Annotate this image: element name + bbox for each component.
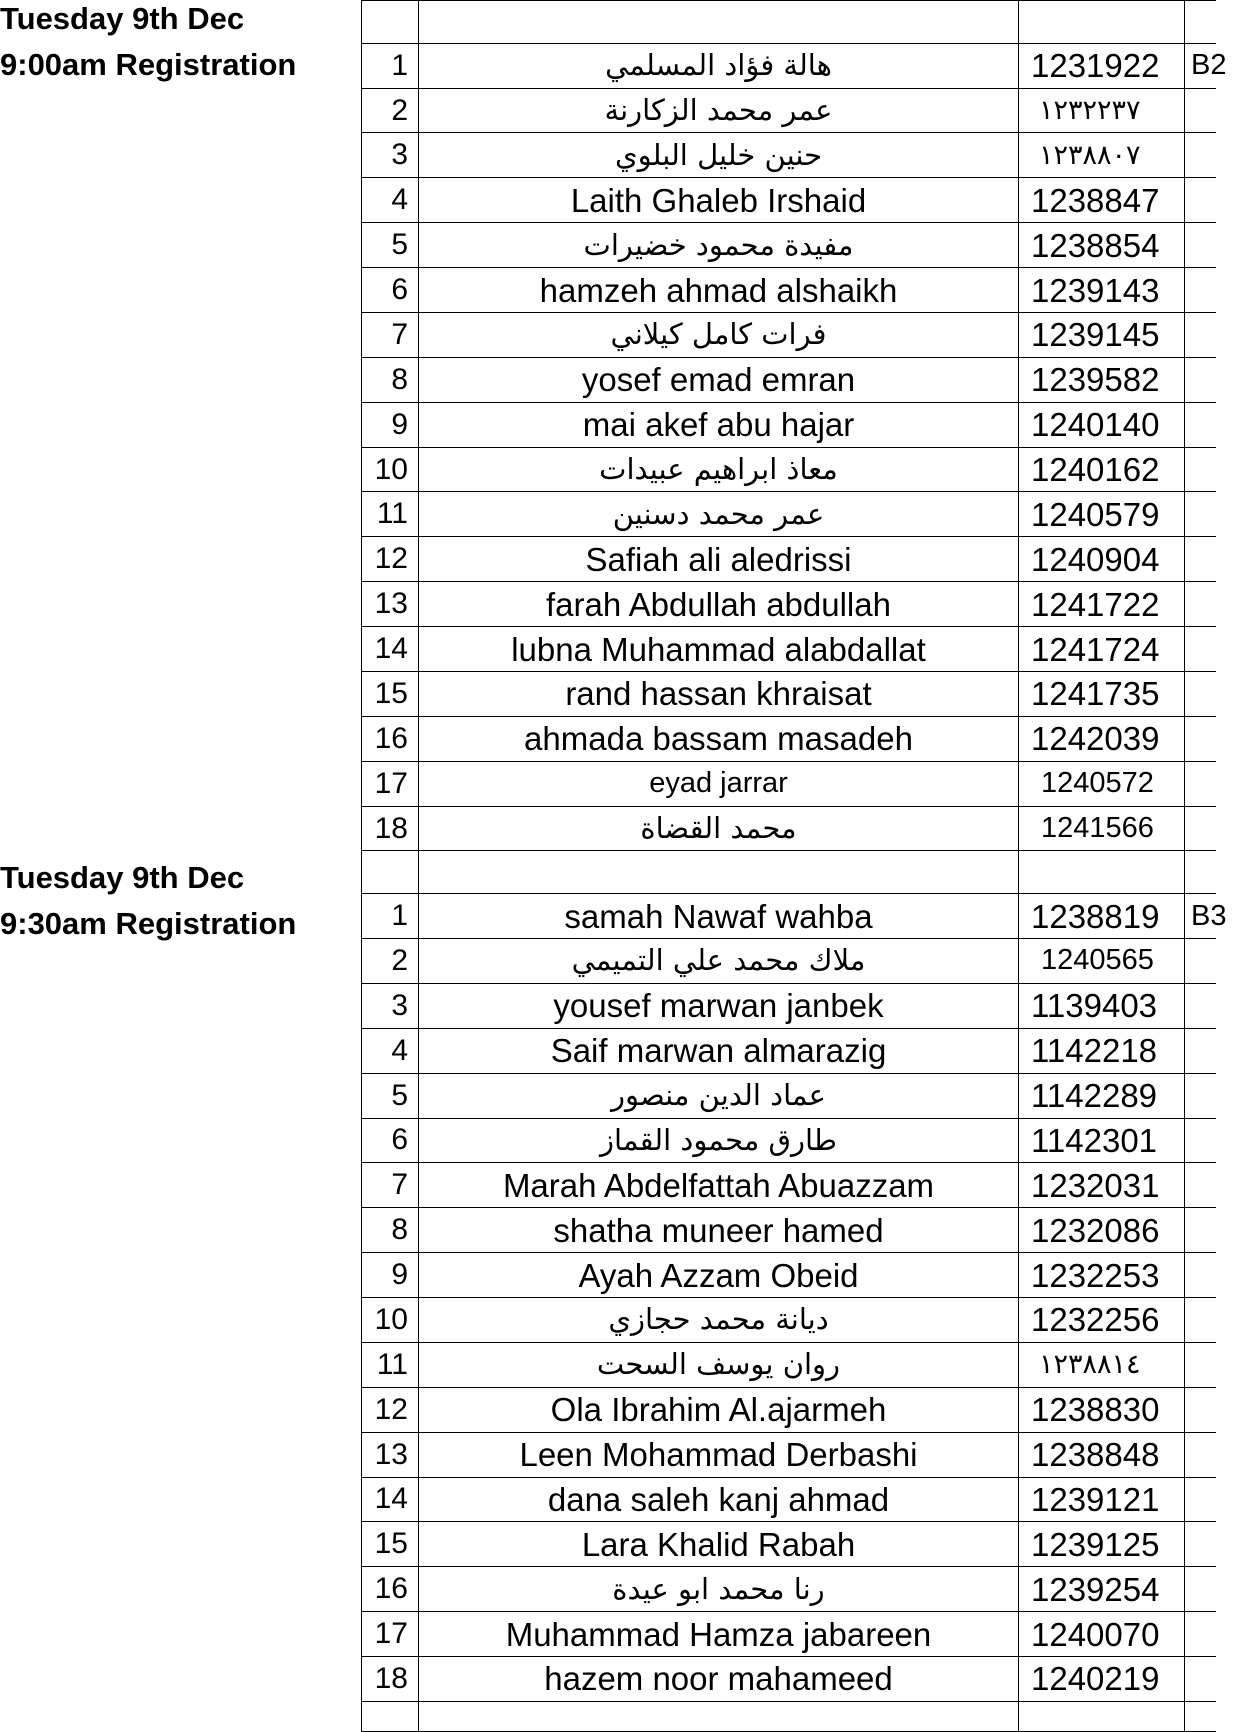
row-number: 10 (362, 447, 419, 492)
empty-cell (1185, 1342, 1216, 1387)
table-row (362, 1342, 1216, 1387)
empty-cell (419, 1701, 1019, 1731)
empty-cell (1185, 582, 1216, 627)
student-name: روان يوسف السحت (419, 1342, 1019, 1387)
row-number: 4 (362, 1028, 419, 1073)
empty-cell (1185, 671, 1216, 716)
empty-cell (1185, 1657, 1216, 1702)
empty-cell (1019, 851, 1185, 894)
empty-cell (362, 851, 419, 894)
empty-cell (1185, 492, 1216, 537)
row-number: 17 (362, 761, 419, 806)
student-id: 1239143 (1019, 268, 1185, 313)
empty-cell (362, 1, 419, 44)
row-number: 11 (362, 492, 419, 537)
student-id: 1232031 (1019, 1163, 1185, 1208)
table-row (362, 894, 1216, 939)
student-id: 1239121 (1019, 1477, 1185, 1522)
student-id: 1232253 (1019, 1253, 1185, 1298)
row-number: 13 (362, 582, 419, 627)
row-number: 3 (362, 983, 419, 1028)
spacer-row (362, 1, 1216, 44)
empty-cell (1185, 537, 1216, 582)
student-id: 1240904 (1019, 537, 1185, 582)
empty-cell (1185, 1387, 1216, 1432)
empty-cell (1185, 1118, 1216, 1163)
student-id: 1238830 (1019, 1387, 1185, 1432)
row-number: 16 (362, 1567, 419, 1612)
empty-cell (1185, 1522, 1216, 1567)
table-row (362, 88, 1216, 133)
student-name: ديانة محمد حجازي (419, 1298, 1019, 1343)
row-number: 12 (362, 537, 419, 582)
row-number: 18 (362, 1657, 419, 1702)
empty-cell (1185, 939, 1216, 984)
empty-cell (1185, 133, 1216, 178)
table-row (362, 983, 1216, 1028)
table-row (362, 939, 1216, 984)
student-name: Ola Ibrahim Al.ajarmeh (419, 1387, 1019, 1432)
table-row (362, 582, 1216, 627)
student-name: Lara Khalid Rabah (419, 1522, 1019, 1567)
table-row (362, 357, 1216, 402)
row-number: 9 (362, 1253, 419, 1298)
empty-cell (1185, 1298, 1216, 1343)
student-name: eyad jarrar (419, 761, 1019, 806)
table-row (362, 806, 1216, 851)
student-id: 1142218 (1019, 1028, 1185, 1073)
empty-cell (1185, 88, 1216, 133)
student-id: 1238819 (1019, 894, 1185, 939)
student-id: ١٢٣٨٨١٤ (1019, 1342, 1185, 1387)
spacer-row (362, 851, 1216, 894)
student-name: mai akef abu hajar (419, 402, 1019, 447)
row-number: 8 (362, 1208, 419, 1253)
row-number: 2 (362, 88, 419, 133)
table-row (362, 223, 1216, 268)
empty-cell (1185, 1612, 1216, 1657)
empty-cell (419, 851, 1019, 894)
empty-cell (1185, 983, 1216, 1028)
empty-cell (1185, 178, 1216, 223)
student-id: 1241566 (1019, 806, 1185, 851)
table-row (362, 1208, 1216, 1253)
row-number: 13 (362, 1432, 419, 1477)
student-name: هالة فؤاد المسلمي (419, 43, 1019, 88)
student-name: Muhammad Hamza jabareen (419, 1612, 1019, 1657)
empty-cell (1185, 447, 1216, 492)
row-number: 14 (362, 1477, 419, 1522)
table-row (362, 43, 1216, 88)
row-number: 6 (362, 268, 419, 313)
student-id: 1231922 (1019, 43, 1185, 88)
row-number: 15 (362, 671, 419, 716)
student-id: 1239145 (1019, 312, 1185, 357)
student-name: مفيدة محمود خضيرات (419, 223, 1019, 268)
student-id: ١٢٣٢٢٣٧ (1019, 88, 1185, 133)
student-id: 1240162 (1019, 447, 1185, 492)
empty-cell (1185, 761, 1216, 806)
student-id: 1240140 (1019, 402, 1185, 447)
table-row (362, 627, 1216, 672)
empty-cell (1185, 1073, 1216, 1118)
student-name: Laith Ghaleb Irshaid (419, 178, 1019, 223)
table-row (362, 492, 1216, 537)
student-id: 1241724 (1019, 627, 1185, 672)
row-number: 5 (362, 1073, 419, 1118)
session-2-heading-date: Tuesday 9th Dec (0, 860, 245, 895)
table-row (362, 1522, 1216, 1567)
student-name: Leen Mohammad Derbashi (419, 1432, 1019, 1477)
empty-cell (1185, 1567, 1216, 1612)
empty-cell (1185, 1208, 1216, 1253)
empty-cell (1185, 806, 1216, 851)
row-number: 17 (362, 1612, 419, 1657)
table-row (362, 1298, 1216, 1343)
empty-cell (1185, 716, 1216, 761)
table-row (362, 1567, 1216, 1612)
session-2-heading-time: 9:30am Registration (0, 906, 297, 941)
session-1-heading-date: Tuesday 9th Dec (0, 1, 245, 36)
room-label: B2 (1185, 43, 1216, 88)
student-name: yosef emad emran (419, 357, 1019, 402)
row-number: 9 (362, 402, 419, 447)
empty-cell (1185, 1, 1216, 44)
student-name: عمر محمد الزكارنة (419, 88, 1019, 133)
empty-cell (1185, 1701, 1216, 1731)
row-number: 6 (362, 1118, 419, 1163)
table-row (362, 1073, 1216, 1118)
student-name: Saif marwan almarazig (419, 1028, 1019, 1073)
student-id: 1240219 (1019, 1657, 1185, 1702)
row-number: 15 (362, 1522, 419, 1567)
student-name: معاذ ابراهيم عبيدات (419, 447, 1019, 492)
row-number: 8 (362, 357, 419, 402)
empty-cell (1185, 1477, 1216, 1522)
empty-cell (1185, 223, 1216, 268)
table-row (362, 716, 1216, 761)
student-name: ahmada bassam masadeh (419, 716, 1019, 761)
empty-cell (1185, 357, 1216, 402)
table-row (362, 1612, 1216, 1657)
empty-cell (1185, 1163, 1216, 1208)
student-name: Marah Abdelfattah Abuazzam (419, 1163, 1019, 1208)
student-name: hamzeh ahmad alshaikh (419, 268, 1019, 313)
row-number: 12 (362, 1387, 419, 1432)
student-name: عمر محمد دسنين (419, 492, 1019, 537)
student-name: فرات كامل كيلاني (419, 312, 1019, 357)
student-id: 1239125 (1019, 1522, 1185, 1567)
student-name: farah Abdullah abdullah (419, 582, 1019, 627)
room-label: B3 (1185, 894, 1216, 939)
table-row (362, 1432, 1216, 1477)
student-name: محمد القضاة (419, 806, 1019, 851)
row-number: 7 (362, 1163, 419, 1208)
table-row (362, 761, 1216, 806)
student-name: عماد الدين منصور (419, 1073, 1019, 1118)
student-name: lubna Muhammad alabdallat (419, 627, 1019, 672)
student-id: 1142289 (1019, 1073, 1185, 1118)
student-name: samah Nawaf wahba (419, 894, 1019, 939)
student-id: 1232086 (1019, 1208, 1185, 1253)
empty-cell (1185, 312, 1216, 357)
row-number: 10 (362, 1298, 419, 1343)
empty-cell (419, 1, 1019, 44)
student-name: rand hassan khraisat (419, 671, 1019, 716)
row-number: 16 (362, 716, 419, 761)
student-id: 1238854 (1019, 223, 1185, 268)
student-name: shatha muneer hamed (419, 1208, 1019, 1253)
student-id: 1240572 (1019, 761, 1185, 806)
empty-cell (1185, 627, 1216, 672)
student-id: 1238847 (1019, 178, 1185, 223)
row-number: 11 (362, 1342, 419, 1387)
student-name: Ayah Azzam Obeid (419, 1253, 1019, 1298)
student-name: رنا محمد ابو عيدة (419, 1567, 1019, 1612)
student-id: 1239582 (1019, 357, 1185, 402)
student-name: yousef marwan janbek (419, 983, 1019, 1028)
row-number: 1 (362, 894, 419, 939)
table-row (362, 1028, 1216, 1073)
spacer-row (362, 1701, 1216, 1731)
row-number: 1 (362, 43, 419, 88)
table-row (362, 312, 1216, 357)
table-row (362, 268, 1216, 313)
student-id: ١٢٣٨٨٠٧ (1019, 133, 1185, 178)
empty-cell (1185, 1028, 1216, 1073)
table-row (362, 133, 1216, 178)
student-id: 1232256 (1019, 1298, 1185, 1343)
empty-cell (1185, 851, 1216, 894)
session-1-heading-time: 9:00am Registration (0, 47, 297, 82)
student-name: hazem noor mahameed (419, 1657, 1019, 1702)
table-row (362, 1118, 1216, 1163)
table-row (362, 1477, 1216, 1522)
table-row (362, 447, 1216, 492)
row-number: 5 (362, 223, 419, 268)
student-id: 1238848 (1019, 1432, 1185, 1477)
empty-cell (1185, 1432, 1216, 1477)
row-number: 3 (362, 133, 419, 178)
row-number: 18 (362, 806, 419, 851)
empty-cell (1019, 1, 1185, 44)
student-id: 1241722 (1019, 582, 1185, 627)
student-name: طارق محمود القماز (419, 1118, 1019, 1163)
row-number: 14 (362, 627, 419, 672)
registration-sheet-body (362, 1, 1227, 1732)
student-name: ملاك محمد علي التميمي (419, 939, 1019, 984)
row-number: 2 (362, 939, 419, 984)
student-id: 1142301 (1019, 1118, 1185, 1163)
student-id: 1240070 (1019, 1612, 1185, 1657)
row-number: 7 (362, 312, 419, 357)
table-row (362, 537, 1216, 582)
student-id: 1242039 (1019, 716, 1185, 761)
student-id: 1240579 (1019, 492, 1185, 537)
student-id: 1241735 (1019, 671, 1185, 716)
student-name: Safiah ali aledrissi (419, 537, 1019, 582)
table-row (362, 1253, 1216, 1298)
row-number: 4 (362, 178, 419, 223)
table-row (362, 1163, 1216, 1208)
table-row (362, 402, 1216, 447)
empty-cell (1185, 402, 1216, 447)
registration-sheet (361, 0, 1227, 1732)
empty-cell (1019, 1701, 1185, 1731)
student-id: 1239254 (1019, 1567, 1185, 1612)
student-id: 1240565 (1019, 939, 1185, 984)
table-row (362, 1387, 1216, 1432)
student-name: حنين خليل البلوي (419, 133, 1019, 178)
empty-cell (1185, 1253, 1216, 1298)
table-row (362, 178, 1216, 223)
student-name: dana saleh kanj ahmad (419, 1477, 1019, 1522)
student-id: 1139403 (1019, 983, 1185, 1028)
empty-cell (1185, 268, 1216, 313)
empty-cell (362, 1701, 419, 1731)
table-row (362, 671, 1216, 716)
table-row (362, 1657, 1216, 1702)
